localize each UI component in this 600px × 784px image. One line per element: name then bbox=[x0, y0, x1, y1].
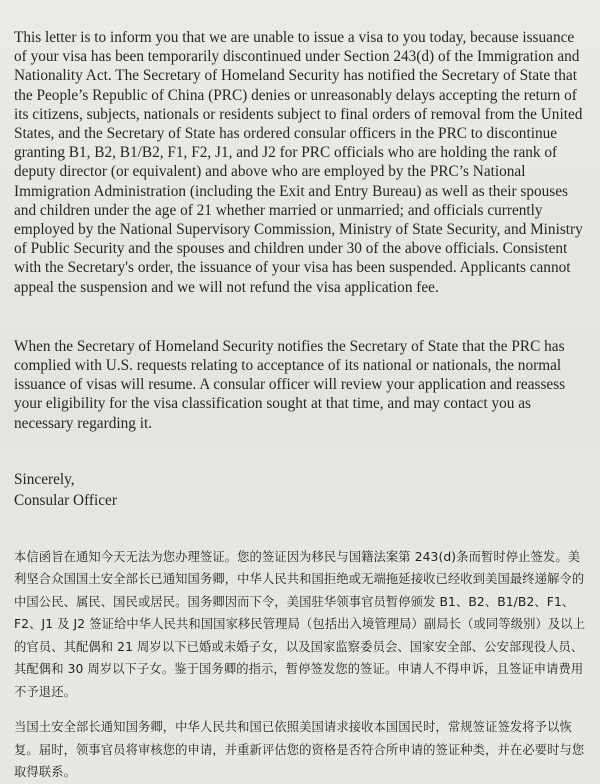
paragraph-notice: This letter is to inform you that we are unable to issue a visa to you today, because issuance of your visa has been temporarily discontinued under Section 243(d) of the Immigration and Nationality Act. The Secretary of Homeland Security has notified the Secretary of State that the People’s Republic of China (PRC) denies or unreasonably delays accepting the return of its citizens, subjects, nationals or residents subject to final orders of removal from the United States, and the Secretary of State has ordered consular officers in the PRC to discontinue granting B1, B2, B1/B2, F1, F2, J1, and J2 for PRC officials who are holding the rank of deputy director (or equivalent) and above who are employed by the PRC’s National Immigration Administration (including the Exit and Entry Bureau) as well as their spouses and children under the age of 21 whether married or unmarried; and officials currently employed by the National Supervisory Commission, Ministry of State Security, and Ministry of Public Security and the spouses and children under 30 of the above officials. Consistent with the Secretary's order, the issuance of your visa has been suspended. Applicants cannot appeal the suspension and we will not refund the visa application fee. bbox=[14, 29, 583, 296]
paragraph-resumption: When the Secretary of Homeland Security notifies the Secretary of State that the PRC has complied with U.S. requests relating to acceptance of its national or nationals, the normal issuance of visas will resume. A consular officer will review your application and reassess your eligibility for the visa classification sought at that time, and may contact you as necessary regarding it. bbox=[14, 337, 566, 432]
chinese-paragraph-resumption: 当国土安全部长通知国务卿，中华人民共和国已依照美国请求接收本国国民时，常规签证签发将予以恢复。届时，领事官员将审核您的申请，并重新评估您的资格是否符合所申请的签证种类，并在必要时与您取得联系。 bbox=[14, 720, 585, 780]
chinese-section bbox=[14, 546, 586, 784]
english-section bbox=[14, 28, 586, 433]
closing-text: Sincerely, bbox=[14, 470, 75, 488]
chinese-paragraph-notice: 本信函旨在通知今天无法为您办理签证。您的签证因为移民与国籍法案第 243(d)条而暂时停止签发。美利坚合众国国土安全部长已通知国务卿，中华人民共和国拒绝或无端拖延接收已经收到美国最终递解令的中国公民、属民、国民或居民。国务卿因而下令，美国驻华领事官员暂停颁发 B1、B2、B1/B2、F1、F2、J1 及 J2 签证给中华人民共和国国家移民管理局（包括出入境管理局）副局长（或同等级别）及以上的官员、其配偶和 21 周岁以下已婚或未婚子女，以及国家监察委员会、国家安全部、公安部现役人员、其配偶和 30 周岁以下子女。鉴于国务卿的指示，暂停签发您的签证。申请人不得申诉，且签证申请费用不予退还。 bbox=[14, 549, 586, 699]
signature-block bbox=[14, 469, 586, 511]
signature-text: Consular Officer bbox=[14, 491, 117, 509]
